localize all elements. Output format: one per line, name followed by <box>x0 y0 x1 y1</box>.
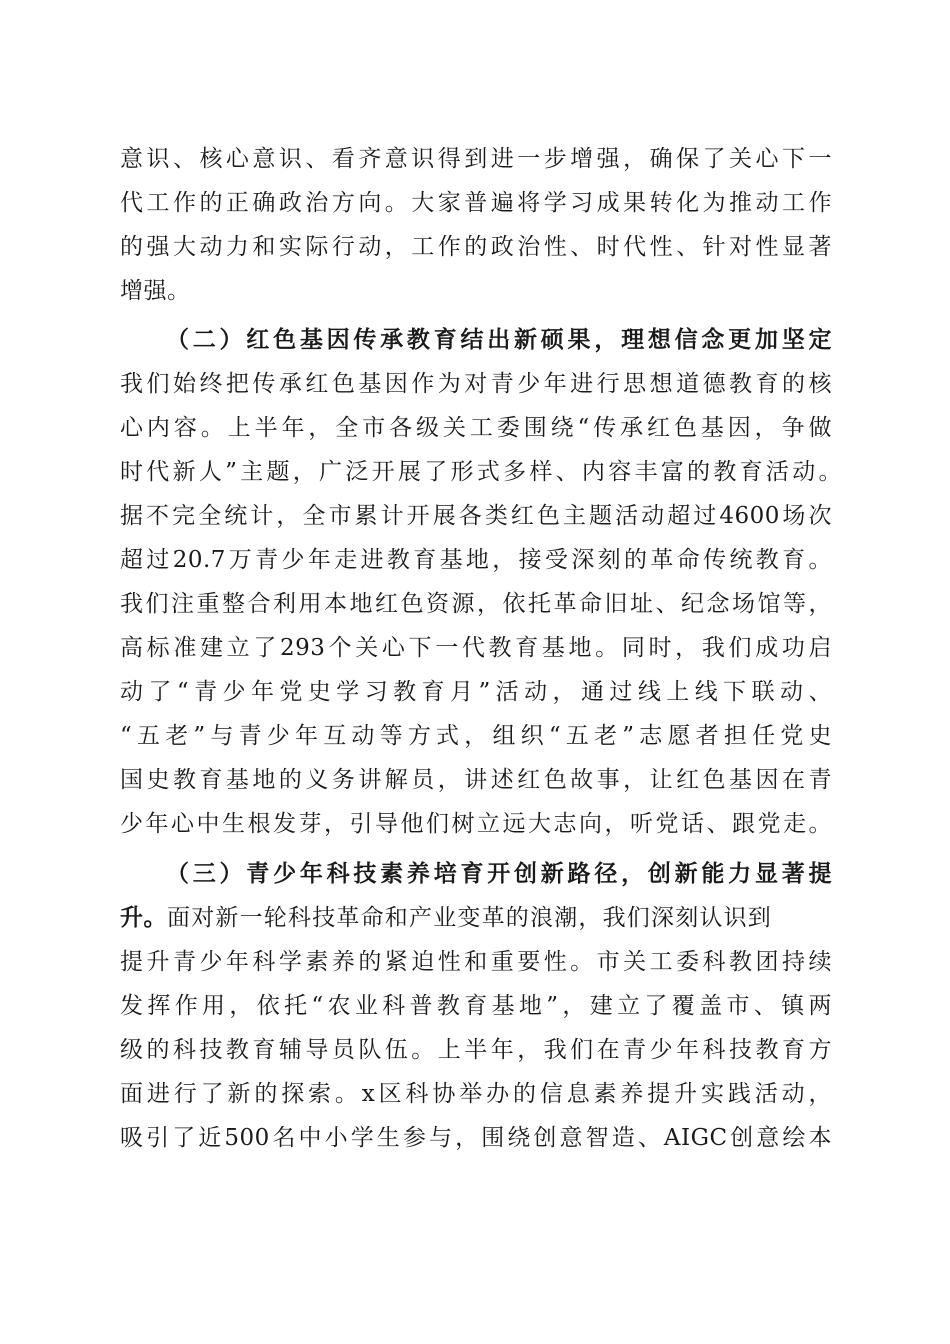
paragraph-line: 超过20.7万青少年走进教育基地，接受深刻的革命传统教育。 <box>120 547 832 573</box>
paragraph-line: 时代新人”主题，广泛开展了形式多样、内容丰富的教育活动。 <box>120 459 842 485</box>
paragraph-line: 面进行了新的探索。x区科协举办的信息素养提升实践活动， <box>120 1081 832 1107</box>
paragraph-line: 我们注重整合利用本地红色资源，依托革命旧址、纪念场馆等， <box>120 591 832 617</box>
paragraph-line: 心内容。上半年，全市各级关工委围绕“传承红色基因，争做 <box>120 415 832 441</box>
paragraph-line: 发挥作用，依托“农业科普教育基地”，建立了覆盖市、镇两 <box>120 993 832 1019</box>
paragraph-line: 高标准建立了293个关心下一代教育基地。同时，我们成功启 <box>120 635 832 661</box>
paragraph-line: 据不完全统计，全市累计开展各类红色主题活动超过4600场次 <box>120 503 832 529</box>
paragraph-line: 吸引了近500名中小学生参与，围绕创意智造、AIGC创意绘本 <box>120 1125 832 1151</box>
paragraph-line: 少年心中生根发芽，引导他们树立远大志向，听党话、跟党走。 <box>120 811 832 837</box>
paragraph-line: 增强。 <box>120 278 191 304</box>
paragraph-text: 面对新一轮科技革命和产业变革的浪潮，我们深刻认识到 <box>167 905 772 931</box>
paragraph-line: 国史教育基地的义务讲解员，讲述红色故事，让红色基因在青 <box>120 767 832 793</box>
section-heading-2: （二）红色基因传承教育结出新硕果，理想信念更加坚定 <box>166 326 832 353</box>
heading-continuation: 升。 <box>120 904 167 931</box>
paragraph-line: 的强大动力和实际行动，工作的政治性、时代性、针对性显著 <box>120 234 832 260</box>
paragraph-line: 代工作的正确政治方向。大家普遍将学习成果转化为推动工作 <box>120 190 832 216</box>
paragraph-line: “五老”与青少年互动等方式，组织“五老”志愿者担任党史 <box>120 723 832 749</box>
paragraph-line: 我们始终把传承红色基因作为对青少年进行思想道德教育的核 <box>120 371 832 397</box>
paragraph-line: 意识、核心意识、看齐意识得到进一步增强，确保了关心下一 <box>120 146 832 172</box>
paragraph-line: 动了“青少年党史学习教育月”活动，通过线上线下联动、 <box>120 679 832 705</box>
paragraph-line: 提升青少年科学素养的紧迫性和重要性。市关工委科教团持续 <box>120 949 832 975</box>
section-heading-3-end <box>120 896 832 940</box>
paragraph-line: 级的科技教育辅导员队伍。上半年，我们在青少年科技教育方 <box>120 1037 832 1063</box>
section-heading-3: （三）青少年科技素养培育开创新路径，创新能力显著提 <box>166 860 832 887</box>
